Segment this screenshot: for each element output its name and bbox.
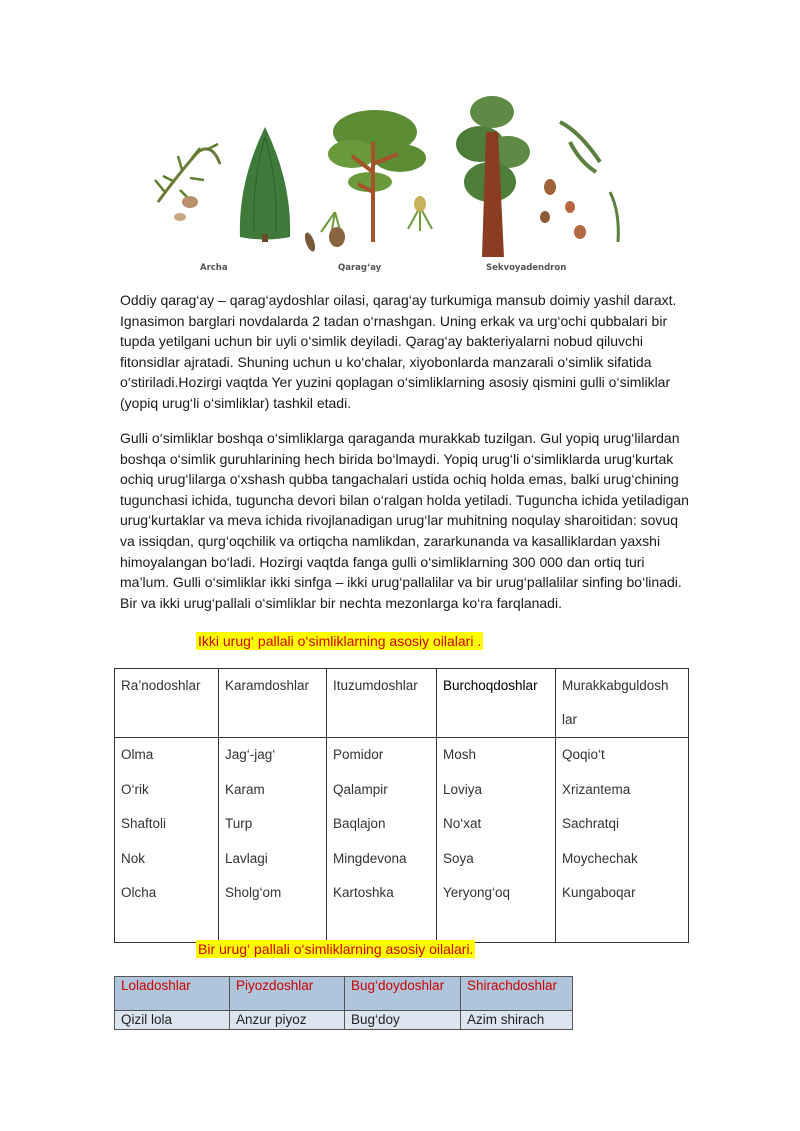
table-header-cell: Murakkabguldosh lar bbox=[556, 669, 689, 738]
paragraph-pine bbox=[120, 290, 685, 414]
text-line: urug‘kurtaklar va meva ichida rivojlanadigan urug‘lar muhitning noqulay sharoitidan: sovuq bbox=[120, 512, 678, 529]
table-header-row bbox=[115, 977, 573, 1011]
text-line: tugunchasi ichida, tuguncha devori bilan o‘ralgan holda yetiladi. Tuguncha ichida yetiladigan bbox=[120, 491, 689, 508]
text-line: va issiqdan, qurg‘oqchilik va ortiqcha namlikdan, zararkunanda va kasalliklardan yaxshi bbox=[120, 532, 661, 549]
table-header-cell: Burchoqdoshlar bbox=[437, 669, 556, 738]
conifer-illustration bbox=[120, 92, 630, 280]
juniper-branch-image bbox=[155, 144, 220, 221]
caption-archa: Archa bbox=[200, 263, 228, 273]
table-header-cell: Ra’nodoshlar bbox=[115, 669, 219, 738]
text-line: fitonsidlar ajratadi. Shuning uchun u ko‘chalar, xiyobonlarda manzarali o‘simlik sifatida bbox=[120, 353, 652, 370]
pine-tree-image bbox=[303, 110, 432, 253]
table-cell: Mosh Loviya No‘xat Soya Yeryong‘oq bbox=[437, 738, 556, 943]
text-line: Oddiy qarag‘ay – qarag‘aydoshlar oilasi, qarag‘ay turkumiga mansub doimiy yashil daraxt. bbox=[120, 292, 677, 308]
table-cell: Jag‘-jag‘ Karam Turp Lavlagi Sholg‘om bbox=[219, 738, 327, 943]
text-line: himoyalangan bo‘ladi. Hozirgi vaqtda fanga gulli o‘simliklarning 300 000 dan ortiq turi bbox=[120, 553, 645, 570]
table-cell: Olma O‘rik Shaftoli Nok Olcha bbox=[115, 738, 219, 943]
caption-qaragay: Qarag‘ay bbox=[338, 263, 382, 273]
table-cell: Bug‘doy bbox=[345, 1011, 461, 1030]
text-line: ma’lum. Gulli o‘simliklar ikki sinfga – ikki urug‘pallalilar va bir urug‘pallalilar sinfing bo‘linadi. bbox=[120, 574, 682, 591]
table-header-cell: Ituzumdoshlar bbox=[327, 669, 437, 738]
table-header-cell: Shirachdoshlar bbox=[461, 977, 573, 1011]
table-header-cell: Bug‘doydoshlar bbox=[345, 977, 461, 1011]
table-header-cell: Loladoshlar bbox=[115, 977, 230, 1011]
text-line: Gulli o‘simliklar boshqa o‘simliklarga qaraganda murakkab tuzilgan. Gul yopiq urug‘lilardan bbox=[120, 430, 680, 446]
table-header-row bbox=[115, 669, 689, 738]
dicot-families-table bbox=[114, 668, 689, 943]
text-line: o‘stiriladi.Hozirgi vaqtda Yer yuzini qoplagan o‘simliklarning asosiy qismini gulli o‘simliklar bbox=[120, 374, 671, 391]
table-cell: Qoqio‘t Xrizantema Sachratqi Moychechak Kungaboqar bbox=[556, 738, 689, 943]
monocot-families-heading: Bir urug‘ pallali o‘simliklarning asosiy oilalari. bbox=[198, 941, 474, 957]
table-cell: Qizil lola bbox=[115, 1011, 230, 1030]
monocot-families-table bbox=[114, 976, 573, 1030]
text-line: (yopiq urug‘li o‘simliklar) tashkil etadi. bbox=[120, 394, 352, 411]
juniper-tree-image bbox=[240, 127, 290, 242]
dicot-families-heading: Ikki urug‘ pallali o‘simliklarning asosiy oilalari . bbox=[198, 633, 482, 649]
table-cell: Anzur piyoz bbox=[230, 1011, 345, 1030]
text-line: tupda yetilgani uchun bir uyli o‘simlik deyiladi. Qarag‘ay bakteriyalarni nobud qiluvchi bbox=[120, 333, 643, 350]
text-line: Bir va ikki urug‘pallali o‘simliklar bir nechta mezonlarga ko‘ra farqlanadi. bbox=[120, 594, 562, 611]
text-line: ochiq urug‘lilarga o‘xshash qubba tangachalari ustida ochiq holda emas, balki urug‘chining bbox=[120, 471, 679, 488]
text-line: boshqa o‘simlik guruhlarining hech birida bo‘lmaydi. Yopiq urug‘li o‘simliklarda urug‘kurtak bbox=[120, 450, 674, 467]
table-cell: Azim shirach bbox=[461, 1011, 573, 1030]
paragraph-flowering-plants bbox=[120, 428, 689, 613]
table-cell: Pomidor Qalampir Baqlajon Mingdevona Kartoshka bbox=[327, 738, 437, 943]
table-header-cell: Piyozdoshlar bbox=[230, 977, 345, 1011]
text-line: Ignasimon barglari novdalarda 2 tadan o‘rnashgan. Uning erkak va urg‘ochi qubbalari bir bbox=[120, 312, 668, 329]
conifer-drawing bbox=[120, 92, 630, 280]
caption-sekvoyadendron: Sekvoyadendron bbox=[486, 263, 567, 273]
table-row bbox=[115, 1011, 573, 1030]
sequoia-tree-image bbox=[456, 96, 618, 257]
table-row bbox=[115, 738, 689, 943]
table-header-cell: Karamdoshlar bbox=[219, 669, 327, 738]
